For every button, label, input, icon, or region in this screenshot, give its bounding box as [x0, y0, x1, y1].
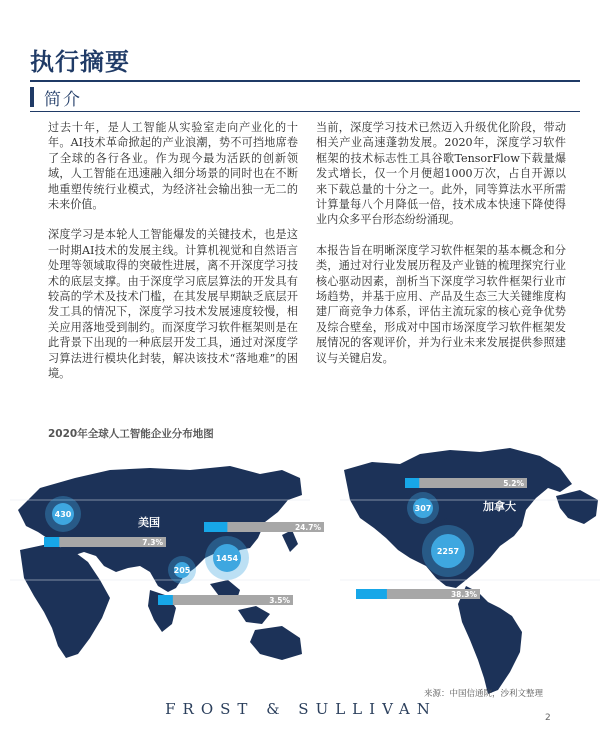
section-divider	[30, 111, 580, 112]
count-label: 307	[414, 504, 432, 513]
bubble-india	[168, 556, 196, 584]
bubble-right-usa	[422, 525, 474, 577]
count-label: 1454	[215, 554, 239, 563]
bubble-left-usa	[45, 496, 81, 532]
count-label: 2257	[436, 547, 460, 556]
share-bar-fill-left-usa	[44, 537, 59, 547]
paragraph: 深度学习是本轮人工智能爆发的关键技术，也是这一时期AI技术的发展主线。计算机视觉和自然语言处理等领域取得的突破性进展，离不开深度学习技术的底层支撑。由于深度学习底层算法的开发具有较高的学术及技术门槛，在其发展早期缺乏底层开发工具的情况下，深度学习技术发展速度较慢，相关应用落地受到制约。而深度学习软件框架则是在此背景下出现的一种底层开发工具，通过对深度学习算法进行模块化封装，解决该技术“落地难”的困境。	[48, 228, 298, 381]
paragraph: 过去十年，是人工智能从实验室走向产业化的十年。AI技术革命掀起的产业浪潮，势不可挡地席卷了全球的各行各业。作为现今最为活跃的创新领域，人工智能在迅速融入细分场景的同时也在不断地重塑传统行业模式，为经济社会输出独一无二的未来价值。	[48, 121, 298, 212]
country-label-left-usa: 美国	[138, 516, 160, 529]
count-label: 205	[173, 566, 191, 575]
page-title: 执行摘要	[30, 47, 130, 76]
title-divider	[30, 80, 580, 82]
share-bar-fill-right-usa	[356, 589, 387, 599]
paragraph: 当前，深度学习技术已然迈入升级优化阶段，带动相关产业高速蓬勃发展。2020年，深度学习软件框架的技术标志性工具谷歌TensorFlow下载量爆发式增长，仅一个月便超1000万次，占自开源以来下载总量的十分之一。此外，同等算法水平所需计算量每八个月降低一倍，技术成本快速下降使得业内众多平台形态纷纷涌现。	[316, 121, 566, 227]
paragraph: 本报告旨在明晰深度学习软件框架的基本概念和分类，通过对行业发展历程及产业链的梳理探究行业核心驱动因素，剖析当下深度学习软件框架行业市场趋势，并基于应用、产品及生态三大关键维度构建厂商竞争力体系，评估主流玩家的核心竞争优势及综合壁垒，形成对中国市场深度学习软件框架发展情况的客观评价，并为行业未来发展提供参照建议与关键启发。	[316, 243, 566, 365]
source-note: 来源：中国信通院，沙利文整理	[424, 689, 544, 699]
bubble-canada	[407, 492, 439, 524]
count-label: 430	[54, 510, 72, 519]
country-label-right-usa: 美国	[364, 568, 386, 581]
world-map-figure	[0, 440, 602, 695]
left-text-column	[48, 120, 298, 397]
right-text-column	[316, 120, 566, 381]
section-accent-bar	[30, 87, 34, 107]
share-label-left-usa: 7.3%	[142, 538, 163, 547]
country-label-china: 中国	[296, 544, 318, 557]
map-title: 2020年全球人工智能企业分布地图	[48, 428, 214, 440]
share-bar-fill-india	[158, 595, 173, 605]
left-map-land	[18, 466, 302, 660]
share-bar-fill-china	[204, 522, 227, 532]
bubble-china	[205, 536, 249, 580]
share-bar-fill-canada	[405, 478, 419, 488]
page-number: 2	[545, 713, 551, 723]
country-label-india: 印度	[177, 614, 199, 627]
brand-logo: FROST & SULLIVAN	[165, 700, 437, 718]
share-label-canada: 5.2%	[503, 479, 524, 488]
share-label-india: 3.5%	[269, 596, 290, 605]
share-label-china: 24.7%	[294, 523, 321, 532]
share-label-right-usa: 38.3%	[450, 590, 477, 599]
country-label-canada: 加拿大	[483, 500, 516, 513]
section-title: 简介	[44, 90, 82, 110]
world-map-svg	[0, 440, 602, 695]
